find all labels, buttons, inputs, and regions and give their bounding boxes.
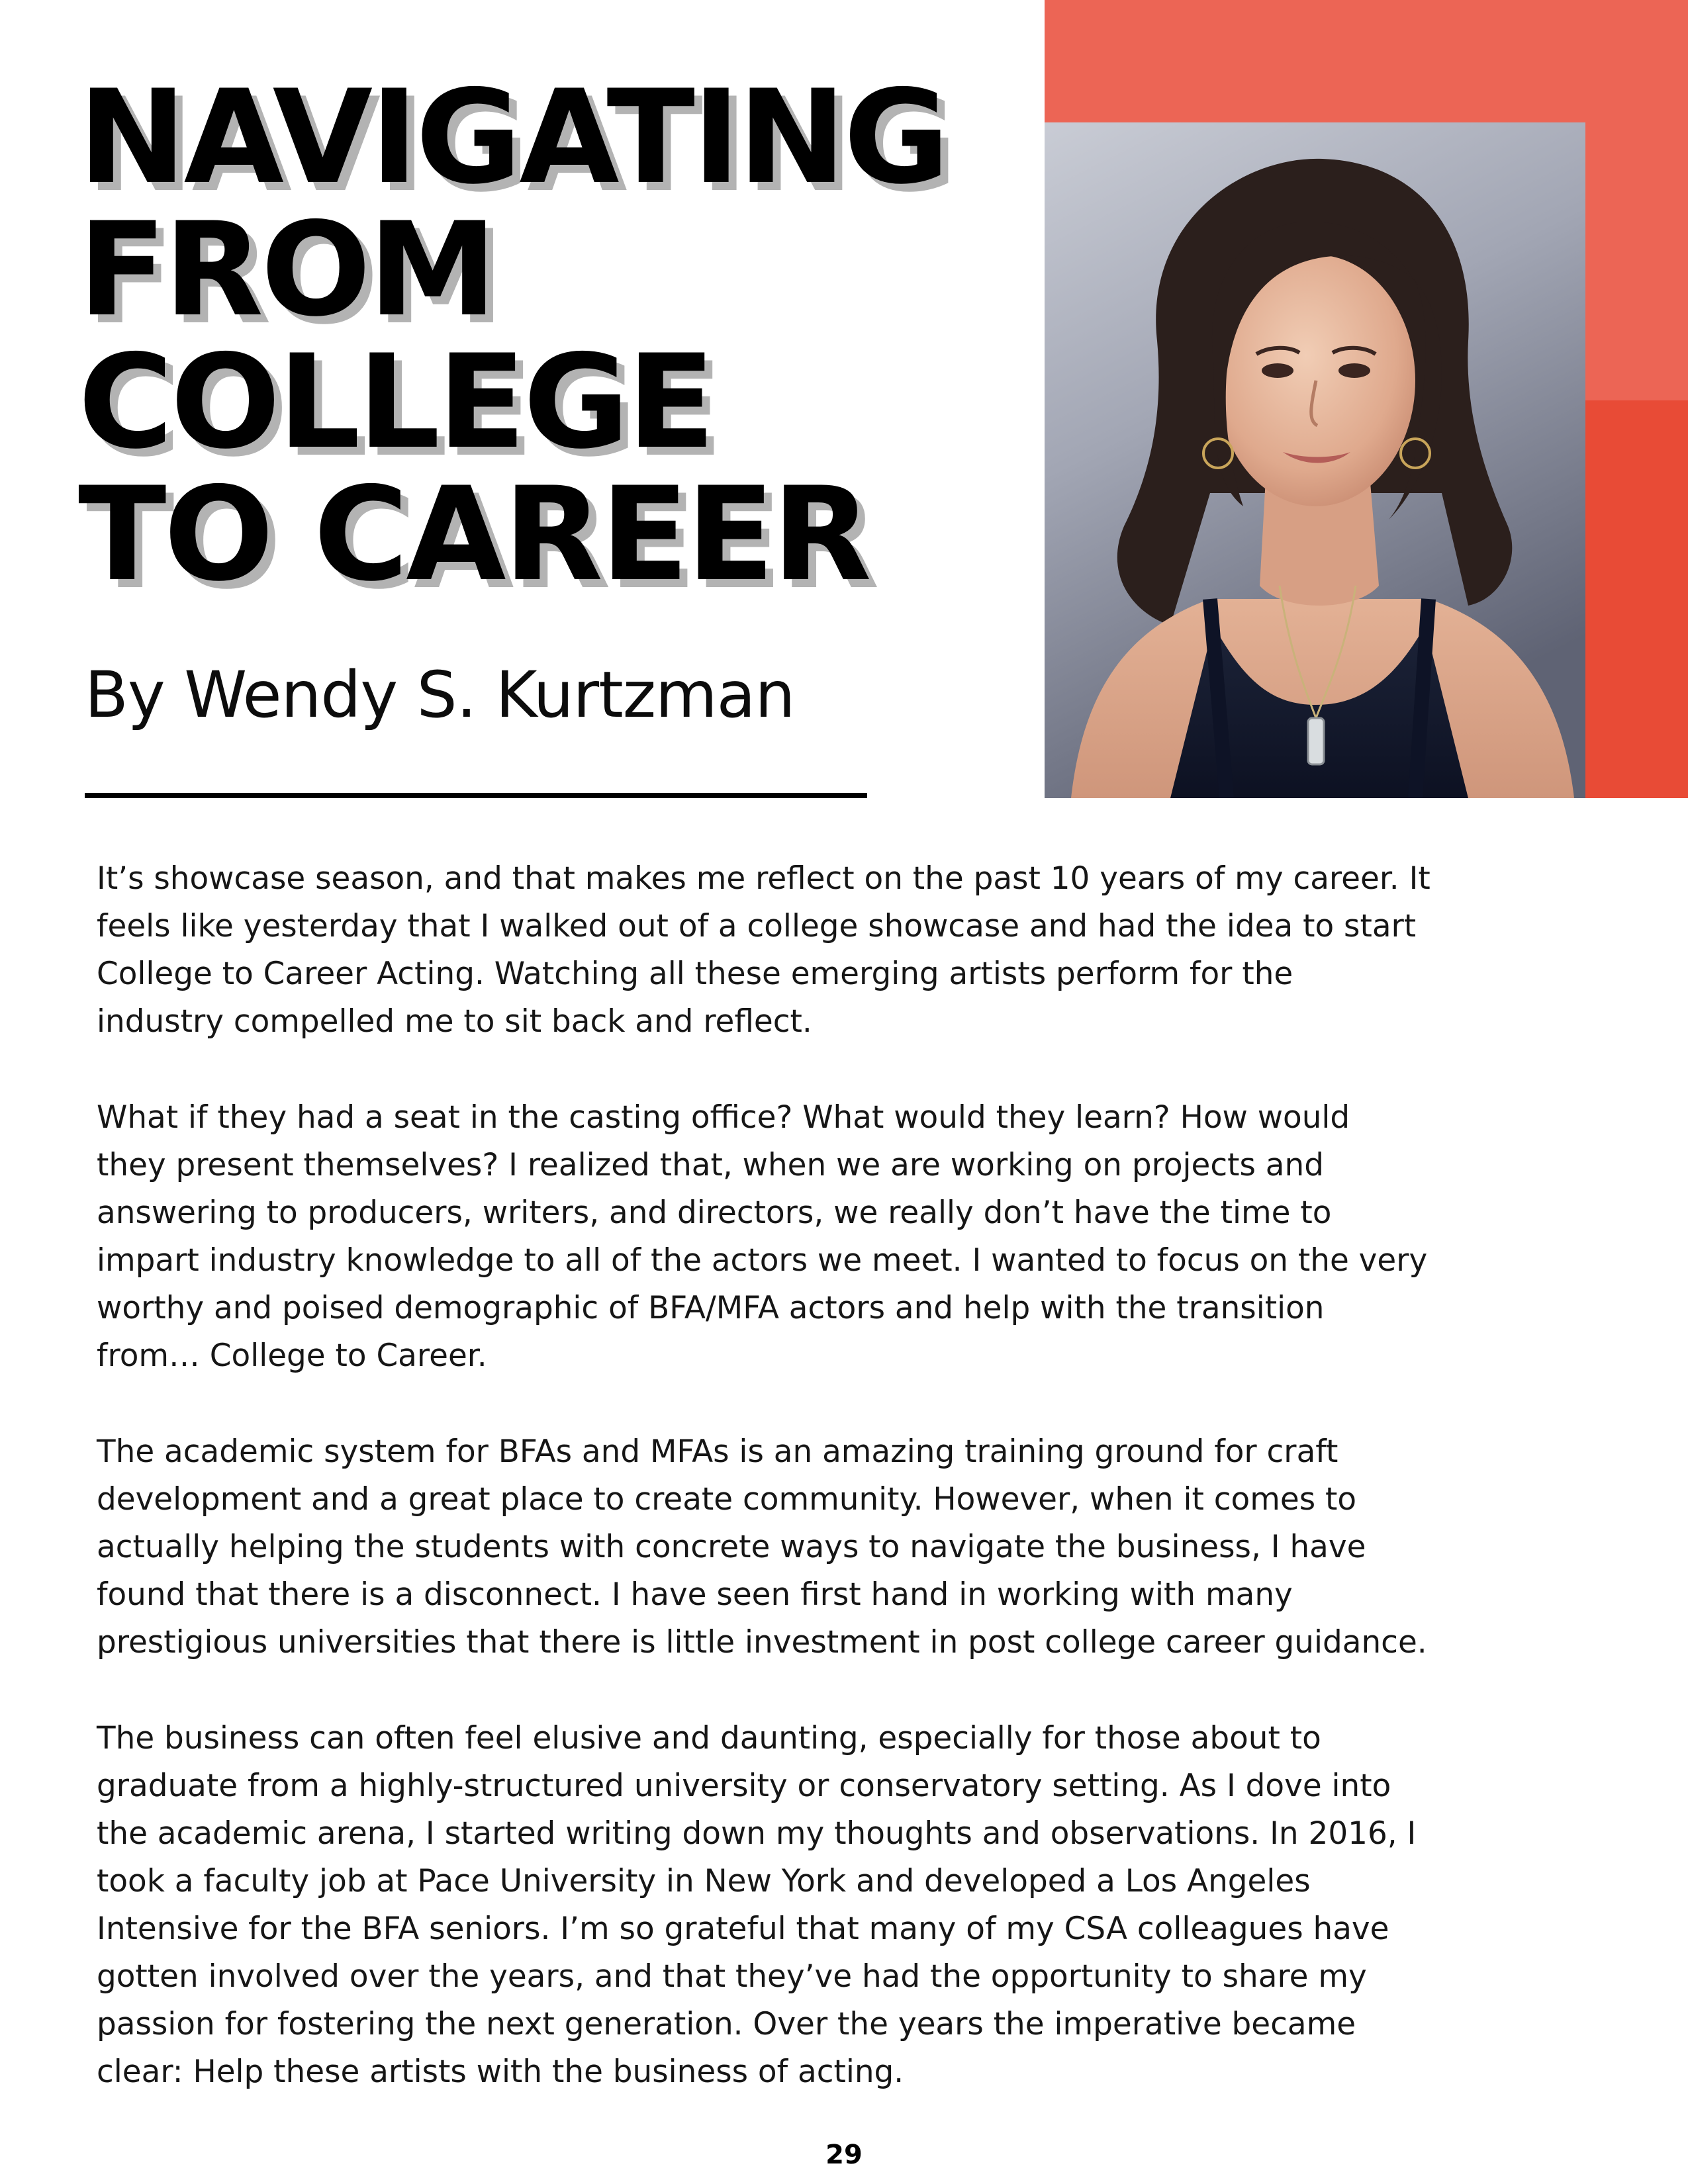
article-body	[97, 855, 1619, 2144]
text-line: the academic arena, I started writing down my thoughts and observations. In 2016, I	[97, 1815, 1417, 1852]
divider-rule	[85, 793, 867, 798]
text-line: gotten involved over the years, and that they’ve had the opportunity to share my	[97, 1958, 1367, 1995]
text-line: industry compelled me to sit back and reflect.	[97, 1003, 812, 1040]
author-photo	[1045, 122, 1585, 798]
author-byline: By Wendy S. Kurtzman	[85, 658, 795, 732]
text-line: It’s showcase season, and that makes me reflect on the past 10 years of my career. It	[97, 860, 1430, 897]
body-paragraph	[97, 1715, 1619, 2096]
page-number: 29	[825, 2140, 863, 2170]
text-line: development and a great place to create community. However, when it comes to	[97, 1481, 1357, 1518]
title-line: NAVIGATING	[78, 62, 947, 213]
title-line: FROM	[78, 195, 494, 345]
text-line: What if they had a seat in the casting office? What would they learn? How would	[97, 1099, 1350, 1136]
body-paragraph	[97, 1094, 1619, 1380]
title-line: COLLEGE	[78, 327, 713, 478]
text-line: graduate from a highly-structured university or conservatory setting. As I dove into	[97, 1768, 1391, 1804]
text-line: College to Career Acting. Watching all these emerging artists perform for the	[97, 956, 1293, 992]
text-line: actually helping the students with concrete ways to navigate the business, I have	[97, 1529, 1366, 1565]
text-line: they present themselves? I realized that, when we are working on projects and	[97, 1147, 1324, 1183]
article-title	[78, 62, 1045, 610]
text-line: Intensive for the BFA seniors. I’m so grateful that many of my CSA colleagues have	[97, 1911, 1389, 1947]
accent-strip	[1585, 400, 1688, 798]
text-line: feels like yesterday that I walked out of a college showcase and had the idea to start	[97, 908, 1417, 944]
title-line: TO CAREER	[78, 459, 869, 610]
text-line: The business can often feel elusive and daunting, especially for those about to	[97, 1720, 1321, 1756]
text-line: clear: Help these artists with the business of acting.	[97, 2054, 904, 2090]
text-line: took a faculty job at Pace University in New York and developed a Los Angeles	[97, 1863, 1311, 1899]
text-line: impart industry knowledge to all of the actors we meet. I wanted to focus on the very	[97, 1242, 1428, 1279]
text-line: worthy and poised demographic of BFA/MFA actors and help with the transition	[97, 1290, 1325, 1326]
body-paragraph	[97, 1428, 1619, 1666]
text-line: from… College to Career.	[97, 1338, 487, 1374]
text-line: found that there is a disconnect. I have seen first hand in working with many	[97, 1576, 1293, 1613]
text-line: passion for fostering the next generation. Over the years the imperative became	[97, 2006, 1356, 2042]
text-line: answering to producers, writers, and directors, we really don’t have the time to	[97, 1195, 1332, 1231]
text-line: prestigious universities that there is little investment in post college career guidance.	[97, 1624, 1427, 1661]
author-portrait-illustration	[1045, 122, 1585, 798]
text-line: The academic system for BFAs and MFAs is an amazing training ground for craft	[97, 1433, 1338, 1470]
body-paragraph	[97, 855, 1619, 1046]
